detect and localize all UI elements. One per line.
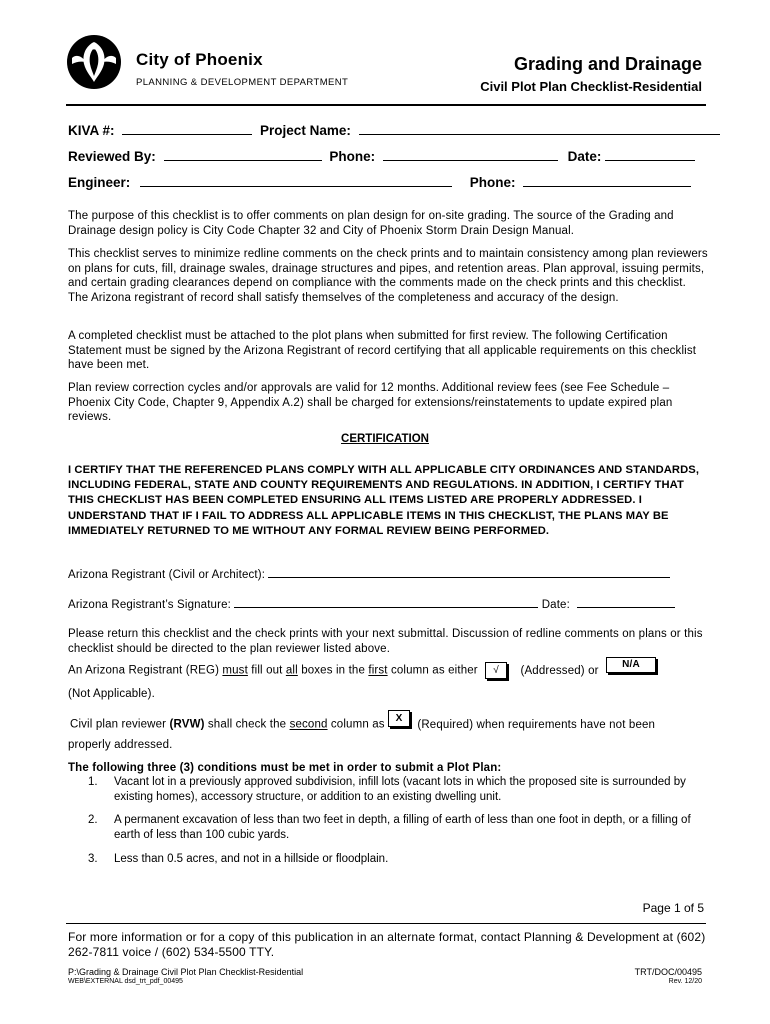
header-divider — [66, 104, 706, 106]
reg-text-c: boxes in the — [297, 664, 369, 677]
engineer-input[interactable] — [140, 174, 452, 187]
signature-row — [68, 597, 708, 613]
reg-instructions — [68, 658, 708, 679]
page-number: Page 1 of 5 — [642, 901, 704, 915]
certification-heading: CERTIFICATION — [341, 433, 429, 445]
list-item-number: 2. — [88, 814, 98, 826]
rvw-text-b: shall check the — [204, 718, 290, 731]
reg-text-d: column as either — [387, 664, 478, 677]
phone-input[interactable] — [383, 148, 558, 161]
check-symbol-box: √ — [485, 662, 507, 679]
registrant-input[interactable] — [268, 567, 670, 578]
reg-text-a: An Arizona Registrant (REG) — [68, 664, 223, 677]
signature-date-label: Date: — [541, 599, 570, 611]
rvw-text-second: second — [289, 718, 328, 731]
footer-divider — [66, 923, 706, 924]
registrant-label: Arizona Registrant (Civil or Architect): — [68, 569, 266, 581]
project-name-label: Project Name: — [260, 123, 351, 138]
reg-text-first: first — [368, 664, 388, 677]
rvw-text-d: (Required) when requirements have not been — [417, 718, 656, 731]
department-name: PLANNING & DEVELOPMENT DEPARTMENT — [136, 77, 349, 88]
reg-text-must: must — [222, 664, 248, 677]
list-item-text: Less than 0.5 acres, and not in a hillside or floodplain. — [114, 853, 389, 865]
rvw-text-bold: (RVW) — [169, 718, 205, 731]
footer-revision: Rev. 12/20 — [668, 978, 702, 985]
rvw-text-c: column as — [327, 718, 385, 731]
footer-path: P:\Grading & Drainage Civil Plot Plan Checklist-Residential — [68, 967, 304, 977]
reviewed-by-label: Reviewed By: — [68, 149, 156, 164]
footer-info: For more information or for a copy of this publication in an alternate format, contact Planning & Development at (602) 262-7811 voice / (602) 534-5500 TTY. — [68, 930, 706, 959]
return-instructions: Please return this checklist and the check prints with your next submittal. Discussion of redline comments on plans or this checklist should be directed to the plan reviewer listed above. — [68, 628, 703, 655]
intro-paragraph-submission: A completed checklist must be attached to the plot plans when submitted for first review. The following Certification Statement must be signed by the Arizona Registrant of record certifying that all applicable requirements on this checklist have been met. — [68, 330, 697, 371]
list-item-text: A permanent excavation of less than two feet in depth, a filling of earth of less than one foot in depth, or a filling of earth of less than 100 cubic yards. — [114, 814, 691, 841]
footer-doc-code: TRT/DOC/00495 — [634, 967, 702, 977]
kiva-row — [68, 122, 720, 138]
kiva-input[interactable] — [122, 122, 252, 135]
project-name-input[interactable] — [359, 122, 720, 135]
engineer-phone-input[interactable] — [523, 174, 691, 187]
date-input[interactable] — [605, 148, 695, 161]
not-applicable-text: (Not Applicable). — [68, 688, 155, 700]
engineer-phone-label: Phone: — [469, 175, 516, 190]
reg-text-all: all — [285, 664, 298, 677]
intro-paragraph-scope: This checklist serves to minimize redline comments on the check prints and to maintain consistency among plan reviewers on plans for cuts, fill, drainage swales, drainage structures and pipes, and retention areas. Plan approval, issuing permits, and certain grading clearances depend on compliance with the comments made on the check prints and this checklist. The Arizona registrant of record shall satisfy themselves of the completeness and accuracy of the design. — [68, 248, 708, 304]
list-item-text: Vacant lot in a previously approved subdivision, infill lots (vacant lots in which the proposed site is surrounded by existing homes), accessory structure, or addition to an existing dwelling unit. — [114, 776, 686, 803]
rvw-text-a: Civil plan reviewer — [70, 718, 170, 731]
reviewed-row — [68, 148, 695, 164]
footer-web-code: WEB\EXTERNAL dsd_trt_pdf_00495 — [68, 978, 183, 985]
addressed-text: (Addressed) or — [520, 664, 599, 677]
document-title: Grading and Drainage — [513, 54, 702, 74]
signature-input[interactable] — [234, 597, 538, 608]
engineer-row — [68, 174, 691, 190]
phone-label: Phone: — [329, 149, 376, 164]
date-label: Date: — [567, 149, 602, 164]
reg-text-b: fill out — [247, 664, 286, 677]
engineer-label: Engineer: — [68, 175, 131, 190]
org-name: City of Phoenix — [136, 50, 263, 69]
intro-paragraph-validity: Plan review correction cycles and/or approvals are valid for 12 months. Additional review fees (see Fee Schedule – Phoenix City Code, Chapter 9, Appendix A.2) shall be charged for extensions/reinstatements to update expired plan reviews. — [68, 382, 673, 423]
rvw-instructions — [70, 713, 710, 733]
list-item-number: 3. — [88, 853, 98, 865]
document-subtitle: Civil Plot Plan Checklist-Residential — [480, 79, 702, 94]
phoenix-logo-icon — [66, 34, 122, 90]
registrant-row — [68, 567, 708, 583]
conditions-heading: The following three (3) conditions must be met in order to submit a Plot Plan: — [68, 762, 502, 774]
kiva-label: KIVA #: — [68, 123, 115, 138]
na-symbol-box: N/A — [606, 657, 656, 673]
rvw-text-e: properly addressed. — [68, 739, 173, 751]
intro-paragraph-purpose: The purpose of this checklist is to offer comments on plan design for on-site grading. The source of the Grading and Drainage design policy is City Code Chapter 32 and City of Phoenix Storm Drain Design Manual. — [68, 210, 674, 237]
signature-date-input[interactable] — [577, 597, 675, 608]
signature-label: Arizona Registrant’s Signature: — [68, 599, 231, 611]
list-item-number: 1. — [88, 776, 98, 788]
reviewed-by-input[interactable] — [164, 148, 322, 161]
certification-statement: I CERTIFY THAT THE REFERENCED PLANS COMPLY WITH ALL APPLICABLE CITY ORDINANCES AND STANDARDS, INCLUDING FEDERAL, STATE AND COUNTY REQUIREMENTS AND REGULATIONS. IN ADDITION, I CERTIFY THAT THIS CHECKLIST HAS BEEN COMPLETED ENSURING ALL ITEMS LISTED ARE PROPERLY ADDRESSED. I UNDERSTAND THAT IF I FAIL TO ADDRESS ALL APPLICABLE ITEMS IN THIS CHECKLIST, THE PLANS MAY BE IMMEDIATELY RETURNED TO ME WITHOUT ANY FORMAL REVIEW BEING PERFORMED. — [68, 464, 700, 537]
x-symbol-box: X — [388, 710, 410, 727]
